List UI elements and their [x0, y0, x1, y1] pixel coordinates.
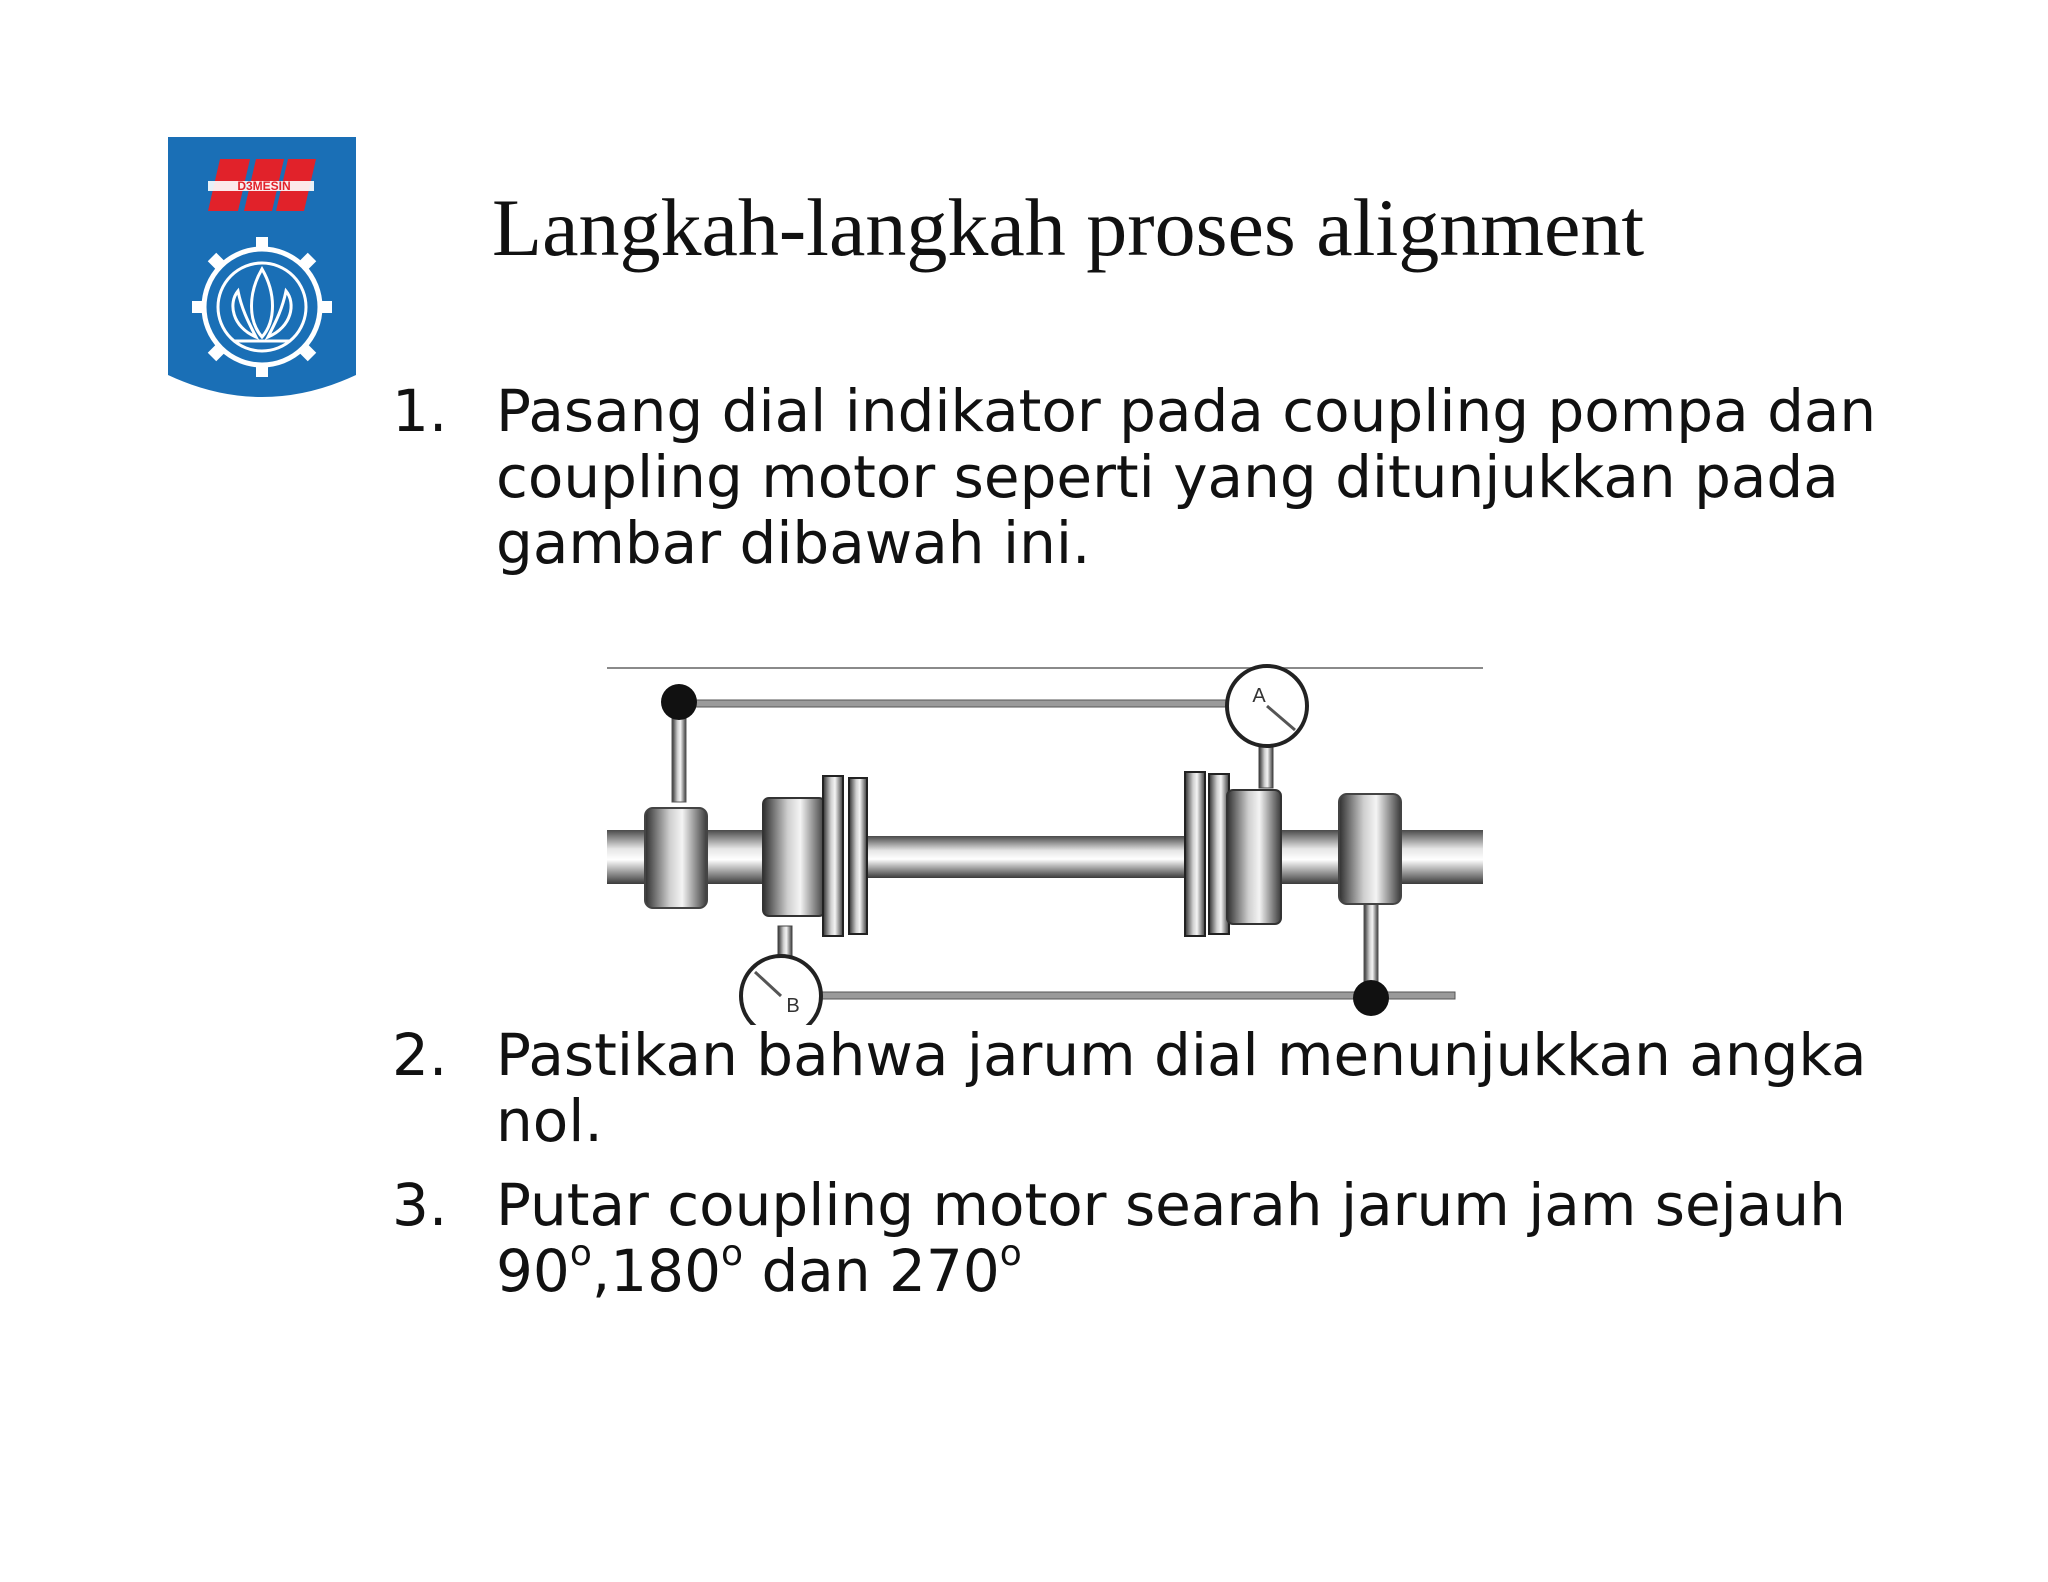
bracket-bar-a [675, 700, 1295, 707]
step-text-line: Pastikan bahwa jarum dial menunjukkan angka [496, 1021, 1867, 1089]
shaft-middle [867, 836, 1187, 878]
angle-value: 90 [496, 1237, 570, 1305]
coupling-hub-right [1227, 790, 1281, 924]
coupling-flange-right-1 [1185, 772, 1205, 936]
pivot-b [1353, 980, 1389, 1016]
clamp-right [1339, 794, 1401, 904]
step-angles-line [496, 1233, 1876, 1313]
alignment-diagram [605, 660, 1485, 1025]
clamp-left [645, 808, 707, 908]
coupling-flange-left-1 [823, 776, 843, 936]
pivot-a [661, 684, 697, 720]
step-number: 1. [392, 377, 448, 445]
step-text [496, 378, 1876, 576]
step-text-line: Putar coupling motor searah jarum jam sejauh [496, 1171, 1846, 1239]
angle-value: 270 [889, 1237, 1000, 1305]
separator: , [591, 1237, 611, 1305]
step-text-line: nol. [496, 1087, 603, 1155]
step-text-line: coupling motor seperti yang ditunjukkan pada [496, 443, 1839, 511]
slide-title: Langkah-langkah proses alignment [492, 182, 1645, 273]
svg-text:D3MESIN: D3MESIN [237, 179, 291, 193]
coupling-flange-left-2 [849, 778, 867, 934]
step-text-line: Pasang dial indikator pada coupling pompa dan [496, 377, 1877, 445]
conjunction: dan [743, 1237, 890, 1305]
step-text [496, 1022, 1876, 1154]
step-text-line: gambar dibawah ini. [496, 509, 1091, 577]
gauge-b-label: B [786, 995, 800, 1017]
angle-value: 180 [610, 1237, 721, 1305]
bracket-post-a [672, 706, 686, 802]
its-emblem-icon [168, 137, 356, 402]
gauge-a-label: A [1252, 685, 1266, 707]
institution-logo [168, 137, 356, 402]
degree-mark: o [999, 1233, 1022, 1274]
degree-mark: o [721, 1233, 744, 1274]
step-number: 2. [392, 1021, 448, 1089]
step-number: 3. [392, 1171, 448, 1239]
gauge-b-dial [741, 956, 821, 1025]
coupling-hub-left [763, 798, 825, 916]
degree-mark: o [569, 1233, 592, 1274]
step-text [496, 1172, 1876, 1313]
